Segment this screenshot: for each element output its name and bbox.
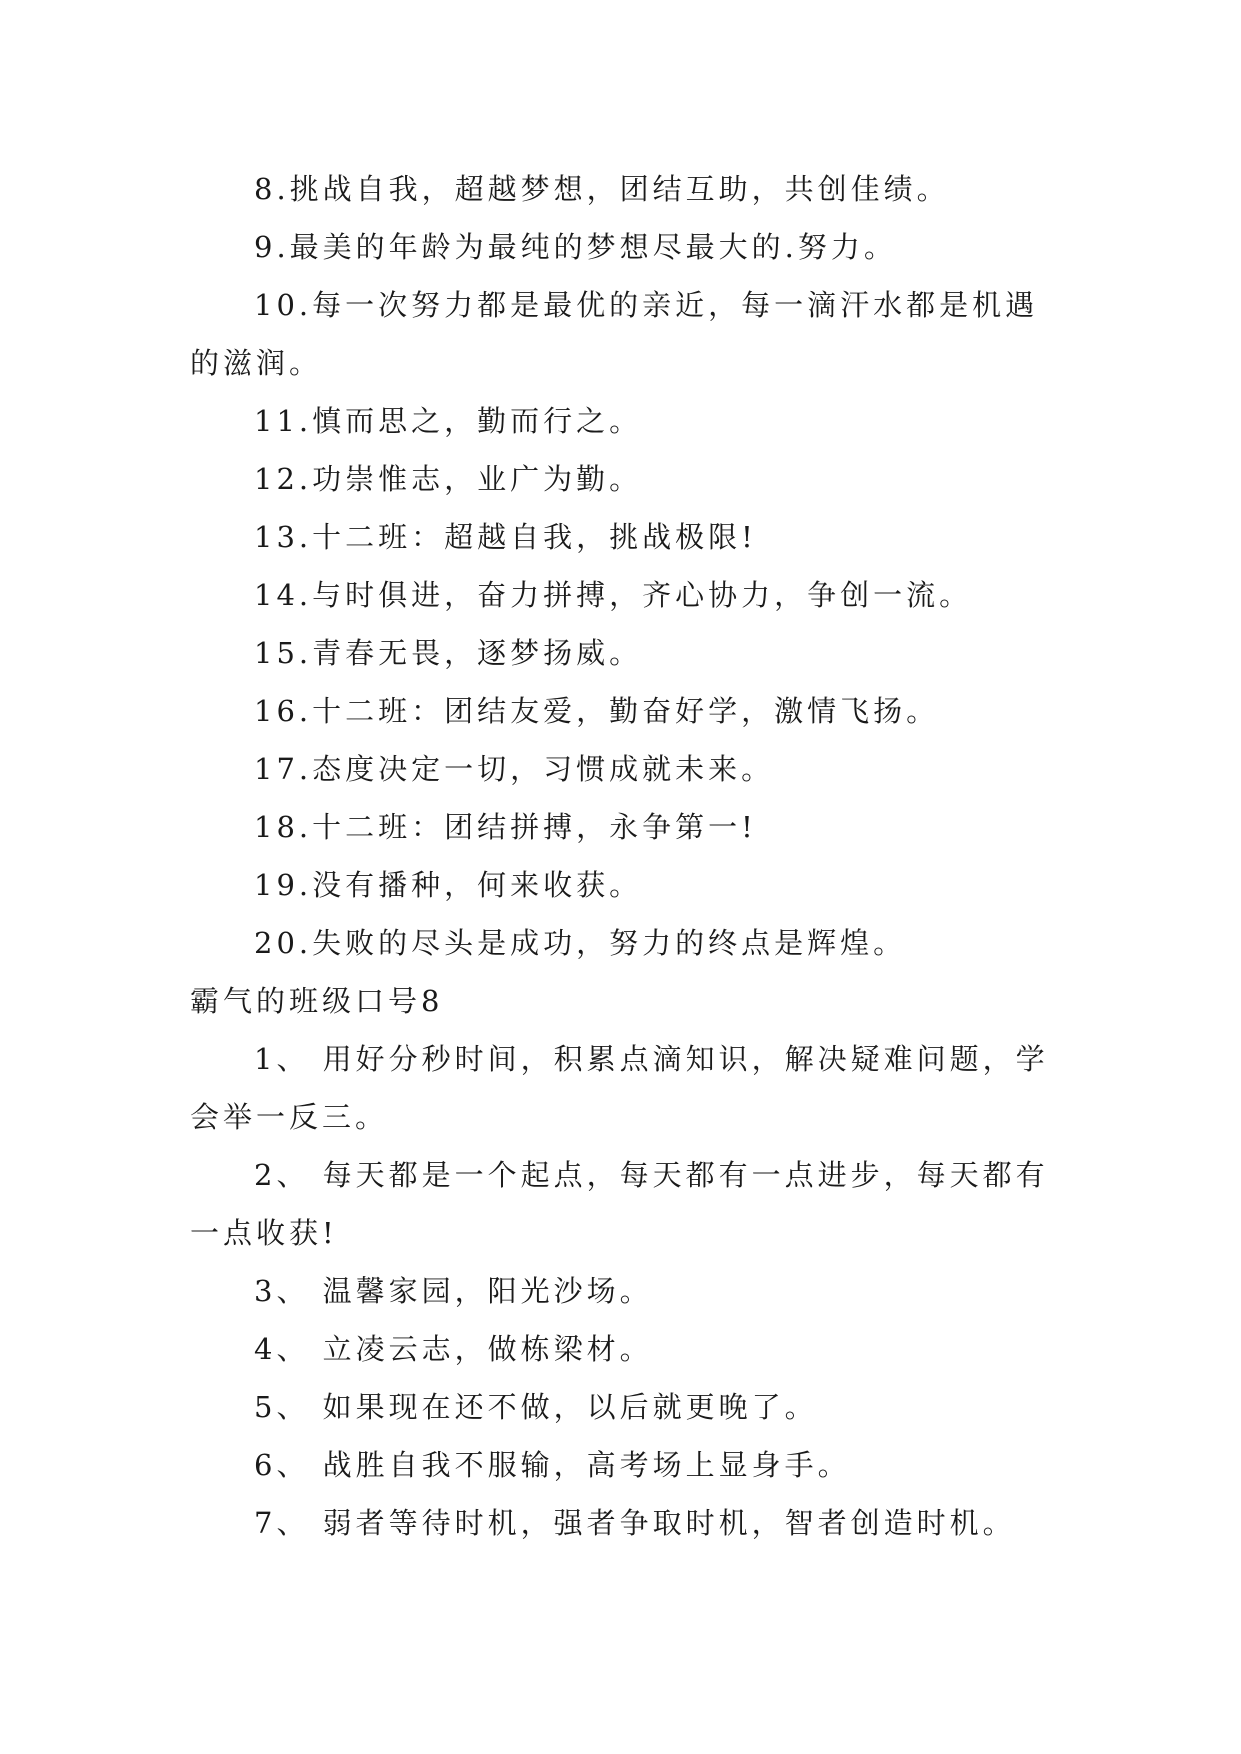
slogan-item-8: 8.挑战自我，超越梦想，团结互助，共创佳绩。 xyxy=(254,172,950,206)
slogan-item-19: 19.没有播种，何来收获。 xyxy=(254,868,643,902)
slogan-item-10: 10.每一次努力都是最优的亲近，每一滴汗水都是机遇的滋润。 xyxy=(190,288,1039,380)
section-heading: 霸气的班级口号8 xyxy=(190,984,444,1018)
slogan-item-3: 3、 温馨家园，阳光沙场。 xyxy=(254,1274,653,1308)
slogan-item-11: 11.慎而思之，勤而行之。 xyxy=(254,404,643,438)
slogan-item-4: 4、 立凌云志，做栋梁材。 xyxy=(254,1332,653,1366)
slogan-item-16: 16.十二班：团结友爱，勤奋好学，激情飞扬。 xyxy=(254,694,940,728)
slogan-item-5: 5、 如果现在还不做，以后就更晚了。 xyxy=(254,1390,818,1424)
slogan-item-20: 20.失败的尽头是成功，努力的终点是辉煌。 xyxy=(254,926,907,960)
document-body xyxy=(190,160,1058,1552)
slogan-item-14: 14.与时俱进，奋力拼搏，齐心协力，争创一流。 xyxy=(254,578,973,612)
slogan-item-13: 13.十二班：超越自我，挑战极限! xyxy=(254,520,757,554)
slogan-item-2: 2、 每天都是一个起点，每天都有一点进步，每天都有一点收获! xyxy=(190,1158,1049,1250)
slogan-item-17: 17.态度决定一切，习惯成就未来。 xyxy=(254,752,775,786)
slogan-item-7: 7、 弱者等待时机，强者争取时机，智者创造时机。 xyxy=(254,1506,1016,1540)
slogan-item-15: 15.青春无畏，逐梦扬威。 xyxy=(254,636,643,670)
slogan-item-12: 12.功崇惟志，业广为勤。 xyxy=(254,462,643,496)
slogan-item-6: 6、 战胜自我不服输，高考场上显身手。 xyxy=(254,1448,851,1482)
slogan-item-1: 1、 用好分秒时间，积累点滴知识，解决疑难问题，学会举一反三。 xyxy=(190,1042,1049,1134)
slogan-item-18: 18.十二班：团结拼搏，永争第一! xyxy=(254,810,757,844)
slogan-item-9: 9.最美的年龄为最纯的梦想尽最大的.努力。 xyxy=(254,230,897,264)
